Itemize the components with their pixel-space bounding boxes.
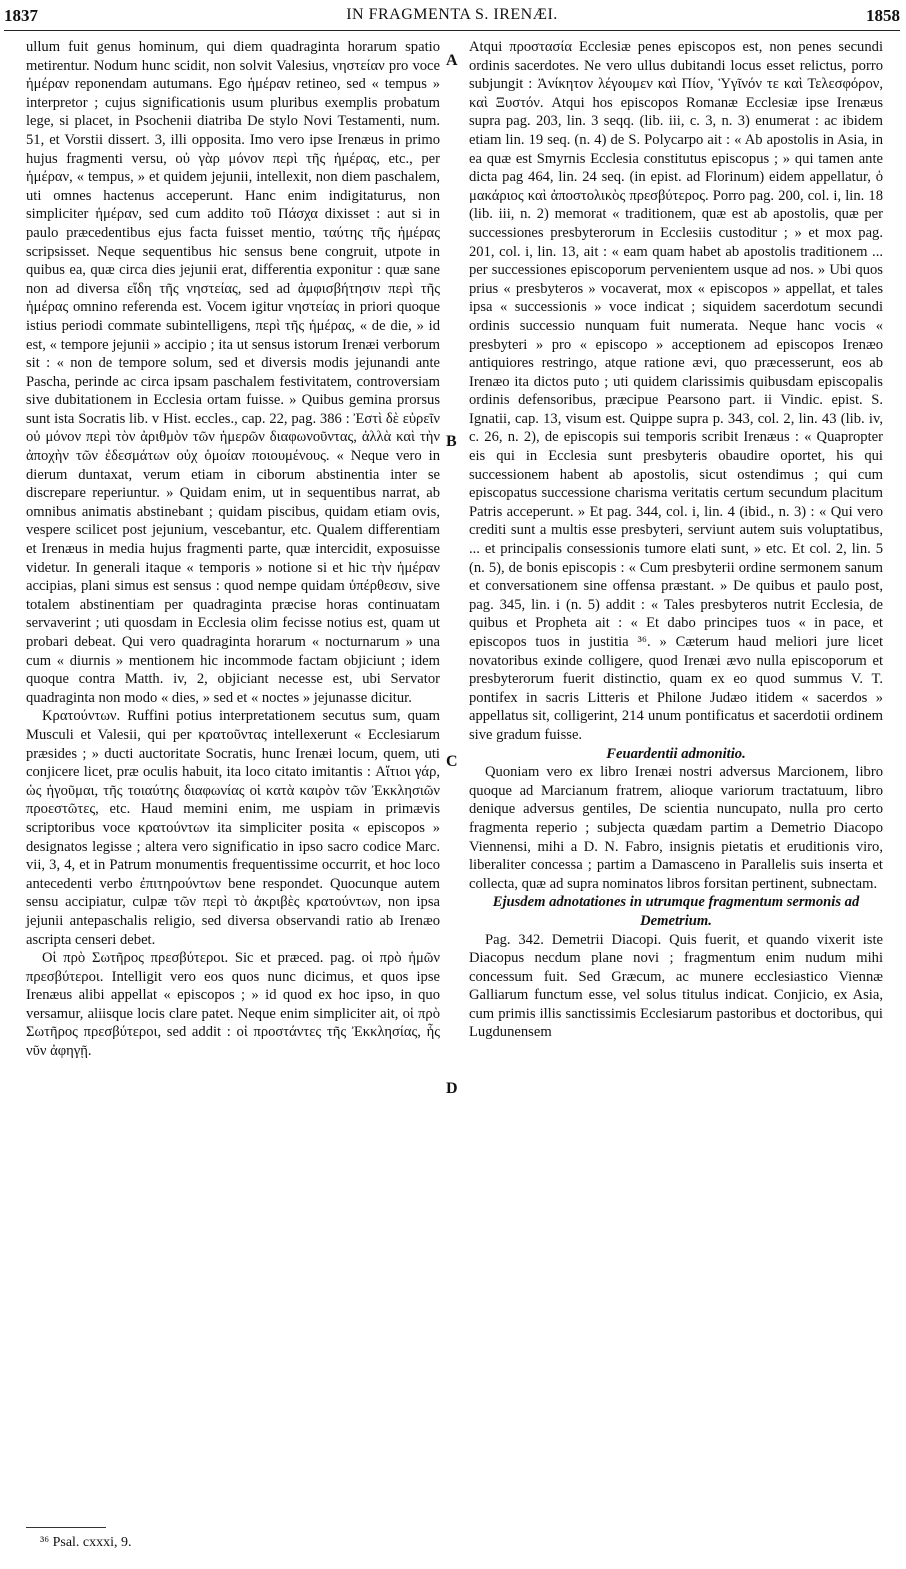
footnote: ³⁶ Psal. cxxxi, 9. [40,1535,132,1550]
right-paragraph: Quoniam vero ex libro Irenæi nostri adversus Marcionem, libro quoque ad Marcianum fratrem, alioque variorum tractatuum, libro denique adversus gentiles, De scientia nuncupato, nulla pro certo fragmenta reperio ; subjecta quædam partim a Demetrio Diacopo Viennensi, mihi a D. N. Fabro, insignis pietatis et eruditionis viro, liberaliter concessa ; partim a Damasceno in Parallelis suis inserta et collecta, quæ ad supra nominatos libros forsitan pertinent, subnectam. [469,764,883,892]
margin-marker-d: D [446,1080,458,1097]
page-header [4,6,900,28]
left-paragraph: ullum fuit genus hominum, qui diem quadraginta horarum spatio metirentur. Nodum hunc scidit, non solvit Valesius, νηστείαν pro voce ἡμέραν reponendam autumans. Ego ἡμέραν retineo, sed « tempus » interpretor ; cujus significationis usum pluribus exemplis probatum lege, si placet, in Psochenii diatriba De stylo Novi Testamenti, num. 51, et Vorstii dissert. 3, illi opposita. Imo vero ipse Irenæus in primo hujus fragmenti versu, οὐ γὰρ μόνον περὶ τῆς ἡμέρας, etc., per ἡμέραν, « tempus, » et quidem jejunii, intellexit, non diem paschalem, uti omnes hactenus acceperunt. Hanc enim indigitaturus, non simpliciter ἡμέραν, sed cum addito τοῦ Πάσχα dixisset : aut si in paulo præcedentibus ejus facta fuisset mentio, ταύτης τῆς ἡμέρας scripsisset. Neque sequentibus hic sensus bene congruit, utpote in quibus ea, quæ circa dies jejunii erat, differentia exponitur : quæ sane non ad diversa εἴδη τῆς νηστείας, sed ad ἀμφισβήτησιν περὶ τῆς ἡμέρας omnino referenda est. Vocem igitur νηστείας in priori quoque istius periodi commate subintelligens, περὶ τῆς ἡμέρας, « de die, » id est, « tempore jejunii » accipio ; ita ut sensus istorum Irenæi verborum sit : « non de tempore solum, sed et diversis modis jejunandi ante Pascha, perinde ac circa ipsam paschalem festivitatem, controversiam sive dubitationem in Ecclesia ortam fuisse. » Quibus gemina prorsus sunt ista Socratis lib. v Hist. eccles., cap. 22, pag. 386 : Ἐστὶ δὲ εὑρεῖν οὐ μόνον περὶ τὸν ἀριθμὸν τῶν ἡμερῶν διαφωνοῦντας, ἀλλὰ καὶ τὴν ἀποχὴν τῶν ἐδεσμάτων οὐχ ὁμοίαν ποιουμένους. « Neque vero in dierum duntaxat, verum etiam in ciborum abstinentia inter se discrepare reperiuntur. » Quidam enim, ut in sequentibus narrat, ab omnibus animatis abstinebant ; quidam piscibus, quidam etiam ovis, vespere scilicet post jejunium, vescebantur, etc. Qualem differentiam et Irenæus in media hujus fragmenti parte, quæ intercidit, exposuisse videtur. In generali itaque « temporis » notione si et hic τὴν ἡμέραν accipias, plani simus est sensus : quod nempe quidam ὑπέρθεσιν, sive totalem abstinentiam per quadraginta præcise horas continuatam servaverint ; uti quosdam in Ecclesia olim fecisse notius est, quam ut probari debeat. Qui vero quadraginta horarum « nocturnarum » una cum « diurnis » mentionem hic incommode factam objiciunt ; idem quoque contra Matth. iv, 2, objiciant necesse est, ubi Servator quadraginta non modo « dies, » sed et « noctes » jejunasse dicitur. [26,39,440,706]
section-title-ejusdem: Ejusdem adnotationes in utrumque fragmentum sermonis ad Demetrium. [492,894,860,929]
footnote-rule [26,1527,106,1528]
right-column [469,38,883,1042]
running-title: IN FRAGMENTA S. IRENÆI. [346,6,558,23]
page-number-right: 1858 [866,6,900,25]
section-title-feuardent: Feuardentii admonitio. [606,745,746,762]
left-paragraph: Οἱ πρὸ Σωτῆρος πρεσβύτεροι. Sic et præced. pag. οἱ πρὸ ἡμῶν πρεσβύτεροι. Intelligit vero eos quos nunc dicimus, et quos ipse Irenæus alibi appellat « episcopos ; » id quod ex hoc ipso, in quo versamur, aliisque locis clare patet. Neque enim simpliciter ait, οἱ πρὸ Σωτῆρος πρεσβύτεροι, sed addit : οἱ προστάντες τῆς Ἐκκλησίας, ἧς νῦν ἀφηγῇ. [26,950,440,1060]
header-rule [4,30,900,31]
left-paragraph: Κρατούντων. Ruffini potius interpretationem secutus sum, quam Musculi et Valesii, qui per κρατοῦντας intellexerunt « Ecclesiarum præsides ; » ducti auctoritate Socratis, hunc Irenæi locum, quem, uti conjicere licet, præ oculis habuit, ita loco citato imitantis : Αἴτιοι γάρ, ὡς ἡγοῦμαι, τῆς τοιαύτης διαφωνίας οἱ κατὰ καιρὸν τῶν Ἐκκλησιῶν προεστῶτες, etc. Haud memini enim, me uspiam in primævis scriptoribus voce κρατούντων ita simpliciter posita « episcopos » designatos legisse ; altera vero significatio in ipso sacro codice Marc. vii, 3, 4, et in Patrum monumentis frequentissime occurrit, et hoc loco antecedenti verbo ἐπιτηρούντων bene respondet. Quocunque autem sensu accipiatur, culpæ τῶν περὶ τὸ ἀκριβὲς κρατούντων, non ipsa jejunii antepaschalis religio, sed diversa observandi ratio ab Irenæo ascripta censeri debet. [26,708,440,948]
margin-marker-b: B [446,433,457,450]
left-column [26,38,440,1061]
right-paragraph: Atqui προστασία Ecclesiæ penes episcopos est, non penes secundi ordinis sacerdotes. Ne vero ullus dubitandi locus esset relictus, porro subjungit : Ἀνίκητον λέγουμεν καὶ Πίον, Ὑγῖνόν τε καὶ Τελεσφόρον, καὶ Ξυστόν. Atqui hos episcopos Romanæ Ecclesiæ ipse Irenæus supra pag. 203, lin. 3 seqq. (lib. iii, c. 3, n. 3) enumerat : ac ibidem etiam lin. 19 seq. (n. 4) de S. Polycarpo ait : « Ab apostolis in Asia, in ea quæ est Smyrnis Ecclesia constitutus episcopus ; » qui tamen ante dicta pag 464, lin. 24 seq. (in epist. ad Florinum) eidem appellatur, ὁ μακάριος καὶ ἀποστολικὸς πρεσβύτερος. Porro pag. 200, col. i, lin. 18 (lib. iii, n. 2) memorat « traditionem, quæ est ab apostolis, quæ per successiones presbyterorum in Ecclesiis custoditur ; » et mox pag. 201, col. i, lin. 13, ait : « eam quam habet ab apostolis traditionem ... per successiones episcoporum pervenientem usque ad nos. » Ubi quos prius « presbyteros » vocaverat, mox « episcopos » appellat, et tales ipsa « successionis » voce indicat ; siquidem sacerdotum secundi ordinis successio nunquam fuit numerata. Neque hanc vocis « presbyteri » pro « episcopo » acceptionem ad episcopos Irenæo antiquiores restringo, atque ratione ævi, quo præcesserunt, eos ab Irenæo ita dictos puto ; uti quidem clarissimis quibusdam episcopalis ordinis defensoribus, præcipue Pearsono part. ii Vindic. epist. S. Ignatii, cap. 13, visum est. Quippe supra p. 343, col. 2, lin. 43 (lib. iv, c. 26, n. 2), de episcopis sui temporis scribit Irenæus : « Quapropter eis qui in Ecclesia sunt presbyteris obaudire oportet, his qui successionem habent ab apostolis, sicut ostendimus ; qui cum episcopatus successione charisma veritatis certum secundum placitum Patris acceperunt. » Et pag. 344, col. i, lin. 4 (ibid., n. 3) : « Qui vero crediti sunt a multis esse presbyteri, serviunt autem suis voluptatibus, ... et principalis consessionis tumore elati sunt, » etc. Et col. 2, lin. 5 (n. 5), de bonis episcopis : « Cum presbyterii ordine sermonem sanum et conversationem sine offensa præstant. » De quibus et paulo post, pag. 345, lin. i (n. 5) addit : « Tales presbyteros nutrit Ecclesia, de quibus et Propheta ait : « Et dabo principes tuos « in pace, et episcopos tuos in justitia ³⁶. » Cæterum haud meliori jure licet novatoribus exinde colligere, quod Irenæi ævo nulla episcoporum et presbyterorum fuerit distinctio, quam ex eo quod summus V. T. pontifex in sacris Litteris et Philone Judæo itidem « sacerdos » appellatus sit, colligerint, 214 unum pontificatus et sacerdotii ordinem sive gradum fuisse. [469,39,883,743]
right-paragraph: Pag. 342. Demetrii Diacopi. Quis fuerit, et quando vixerit iste Diacopus necdum plane novi ; fragmentum enim nudum mihi concessum fuit. Sed Græcum, ac munere ecclesiastico Viennæ Galliarum functum esse, vel solus titulus indicat. Conjicio, ex Asia, cum primis illis sanctissimis Ecclesiarum pastoribus et doctoribus, qui Lugdunensem [469,931,883,1041]
margin-marker-a: A [446,52,458,69]
margin-marker-c: C [446,753,458,770]
page-number-left: 1837 [4,6,38,25]
